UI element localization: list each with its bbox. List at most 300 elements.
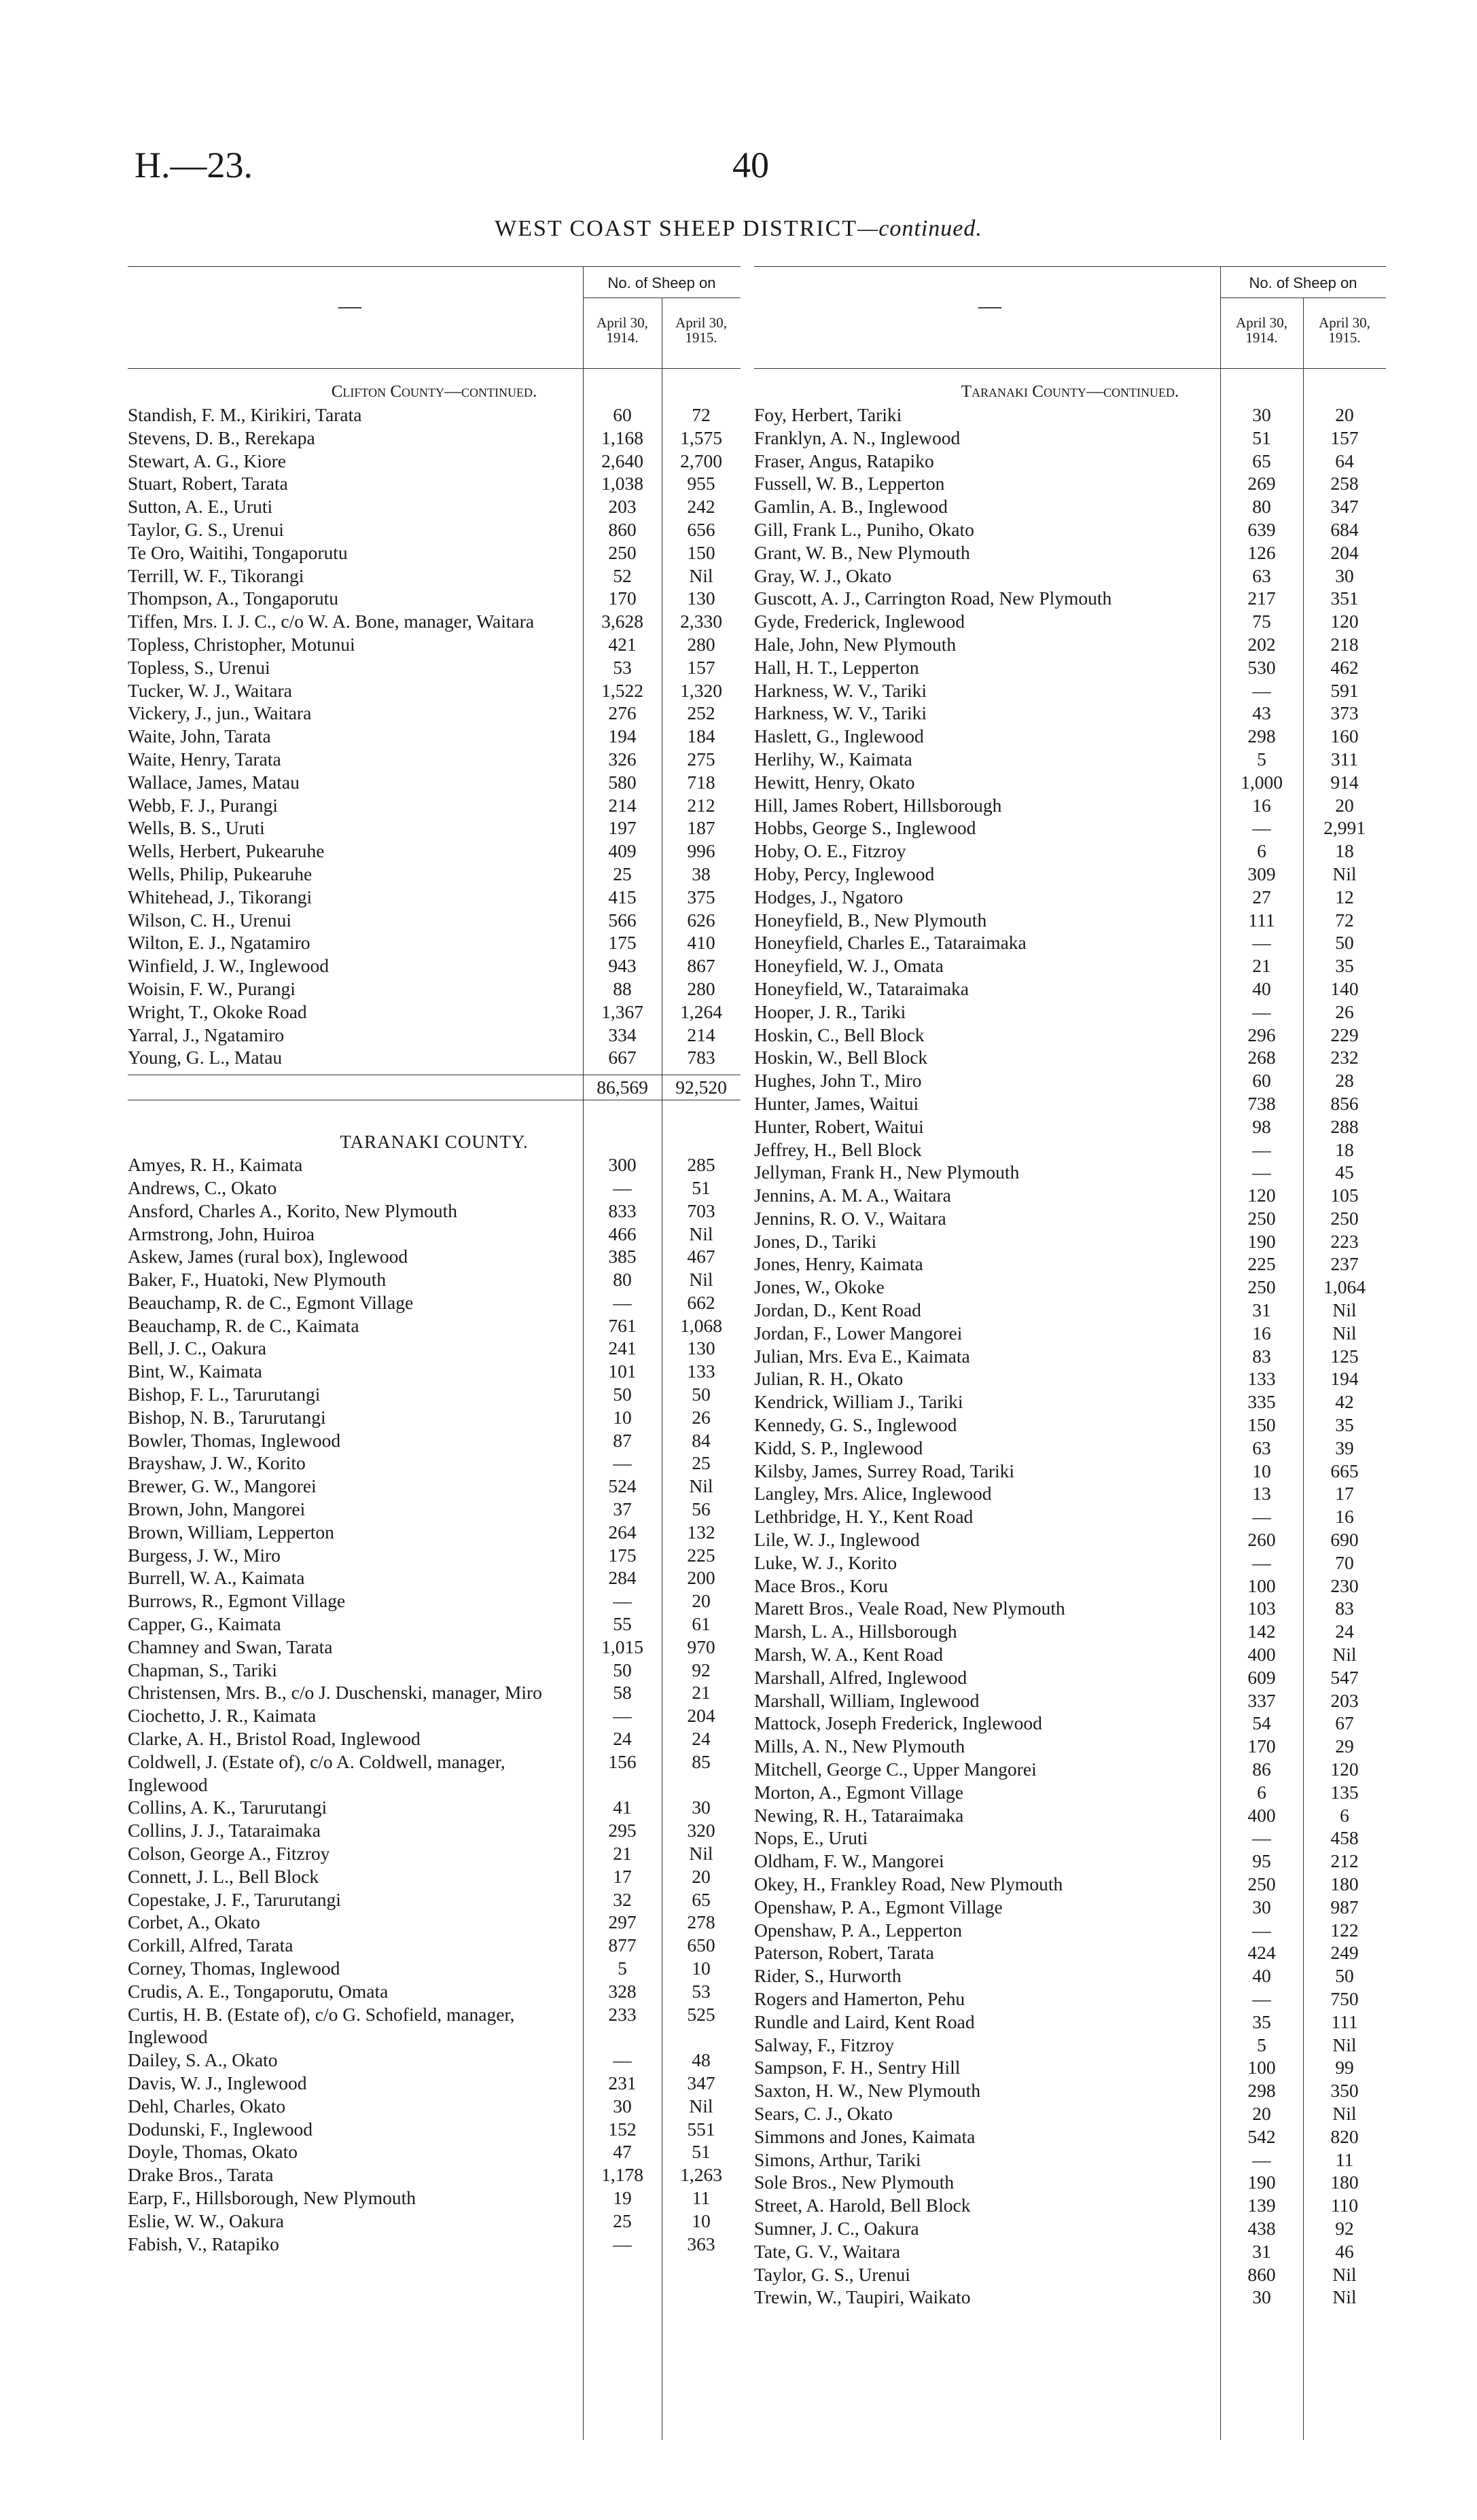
table-row (128, 1360, 741, 1383)
left-group-header: No. of Sheep on (607, 274, 716, 291)
sheep-1915: 350 (1330, 2080, 1359, 2102)
sheep-1915: 232 (1330, 1047, 1359, 1068)
owner-name: Jordan, D., Kent Road (754, 1299, 921, 1321)
owner-name: Jordan, F., Lower Mangorei (754, 1322, 963, 1344)
owner-name: Wright, T., Okoke Road (128, 1001, 307, 1022)
sheep-1914: 17 (613, 1865, 632, 1887)
sheep-1915: 85 (692, 1750, 711, 1772)
sheep-1914: 326 (608, 748, 637, 770)
sheep-1915: Nil (1332, 2286, 1357, 2308)
sheep-1915: 38 (692, 863, 711, 884)
sheep-1915: 25 (692, 1452, 711, 1474)
sheep-1914: 27 (1252, 886, 1271, 907)
owner-name: Brown, William, Lepperton (128, 1521, 334, 1543)
sheep-1915: 26 (692, 1406, 711, 1428)
sheep-1914: 609 (1247, 1666, 1276, 1688)
table-row (128, 886, 741, 909)
sheep-1915: 180 (1330, 1873, 1359, 1894)
sheep-1914: 6 (1257, 1781, 1266, 1803)
sheep-1914: 13 (1252, 1483, 1271, 1505)
owner-name: Vickery, J., jun., Waitara (128, 702, 312, 724)
sheep-1914: 111 (1248, 909, 1275, 931)
sheep-1915: 105 (1330, 1185, 1359, 1206)
sheep-1914: 250 (1247, 1873, 1276, 1894)
table-row (754, 1115, 1386, 1138)
sheep-1915: 61 (692, 1613, 711, 1635)
left-col-1915-header: April 30, 1915. (675, 314, 727, 346)
owner-name: Wells, Philip, Pukearuhe (128, 863, 313, 884)
owner-name: Sampson, F. H., Sentry Hill (754, 2057, 961, 2078)
sheep-1915: 1,264 (680, 1001, 722, 1022)
table-row (754, 679, 1386, 702)
sheep-1914: 21 (613, 1843, 632, 1865)
owner-name: Street, A. Harold, Bell Block (754, 2195, 971, 2216)
sheep-1915: 30 (1335, 564, 1354, 586)
sheep-1914: 54 (1252, 1712, 1271, 1734)
right-col-1914-header: April 30, 1914. (1236, 314, 1287, 346)
table-row (128, 771, 741, 794)
sheep-1915: 225 (687, 1544, 715, 1566)
owner-name: Nops, E., Uruti (754, 1827, 868, 1849)
table-row (754, 541, 1386, 564)
table-row (754, 2286, 1386, 2309)
table-row (128, 1291, 741, 1314)
sheep-1914: 400 (1247, 1804, 1276, 1826)
sheep-1914: 52 (613, 564, 632, 586)
table-row (128, 1521, 741, 1544)
table-row (754, 1046, 1386, 1069)
sheep-1915: 1,575 (680, 427, 722, 448)
table-row (128, 1153, 741, 1176)
sheep-1915: 280 (687, 977, 715, 999)
sheep-1915: 656 (687, 518, 715, 540)
table-row (128, 2072, 741, 2095)
table-row (754, 702, 1386, 725)
owner-name: Franklyn, A. N., Inglewood (754, 427, 961, 448)
table-row (128, 541, 741, 564)
owner-name: Kendrick, William J., Tariki (754, 1391, 963, 1413)
sheep-1914: 19 (613, 2186, 632, 2208)
owner-name: Honeyfield, W. J., Omata (754, 955, 944, 977)
sheep-1915: 783 (687, 1047, 715, 1068)
owner-name: Te Oro, Waitihi, Tongaporutu (128, 541, 348, 563)
sheep-1915: Nil (1332, 2034, 1357, 2055)
sheep-1915: 1,320 (680, 679, 722, 701)
sheep-1914: — (1252, 1001, 1271, 1022)
sheep-1914: — (1252, 1138, 1271, 1160)
owner-name: Marshall, William, Inglewood (754, 1689, 980, 1711)
owner-name: Hughes, John T., Miro (754, 1070, 922, 1092)
owner-name: Morton, A., Egmont Village (754, 1781, 963, 1803)
sheep-1914: 421 (608, 633, 637, 655)
table-row (128, 1544, 741, 1567)
right-rows (754, 380, 1386, 2309)
sheep-1915: 626 (687, 909, 715, 931)
total-1914: 86,569 (597, 1077, 648, 1098)
sheep-1914: — (1252, 1827, 1271, 1849)
owner-name: Dodunski, F., Inglewood (128, 2118, 313, 2140)
table-row (128, 518, 741, 541)
sheep-1915: 525 (687, 2003, 715, 2025)
left-rows (128, 380, 741, 2255)
section-heading: Clifton County—continued. (331, 382, 537, 401)
sheep-1915: 820 (1330, 2125, 1359, 2147)
sheep-1915: 1,068 (680, 1314, 722, 1336)
table-row (128, 1452, 741, 1475)
sheep-1915: 42 (1335, 1391, 1354, 1413)
owner-name: Wilton, E. J., Ngatamiro (128, 932, 310, 954)
sheep-1915: 133 (687, 1361, 715, 1382)
sheep-1915: 67 (1335, 1712, 1354, 1734)
owner-name: Rundle and Laird, Kent Road (754, 2011, 975, 2032)
sheep-1915: 130 (687, 588, 715, 609)
owner-name: Ansford, Charles A., Korito, New Plymouth (128, 1200, 458, 1221)
table-row (754, 1919, 1386, 1942)
owner-name: Hewitt, Henry, Okato (754, 771, 915, 793)
owner-name: Drake Bros., Tarata (128, 2164, 274, 2186)
sheep-1914: 83 (1252, 1345, 1271, 1367)
table-row (754, 794, 1386, 817)
owner-name: Sears, C. J., Okato (754, 2102, 893, 2124)
table-row (754, 1850, 1386, 1873)
table-row (128, 2210, 741, 2233)
table-row (128, 1589, 741, 1613)
owner-name: Corkill, Alfred, Tarata (128, 1934, 293, 1956)
sheep-1915: 130 (687, 1337, 715, 1359)
owner-name: Marsh, W. A., Kent Road (754, 1644, 944, 1666)
table-row (754, 1092, 1386, 1115)
owner-name: Honeyfield, B., New Plymouth (754, 909, 987, 931)
owner-name: Burgess, J. W., Miro (128, 1544, 281, 1566)
table-row (128, 1727, 741, 1750)
owner-name: Ciochetto, J. R., Kaimata (128, 1705, 317, 1727)
owner-name: Foy, Herbert, Tariki (754, 404, 902, 425)
table-row (754, 427, 1386, 450)
sheep-1915: 347 (687, 2072, 715, 2093)
sheep-1914: — (1252, 2148, 1271, 2170)
owner-name: Hill, James Robert, Hillsborough (754, 794, 1002, 816)
sheep-1915: 467 (687, 1246, 715, 1267)
owner-name: Rogers and Hamerton, Pehu (754, 1987, 965, 2009)
table-row (754, 2125, 1386, 2148)
sheep-1914: 300 (608, 1154, 637, 1176)
table-row (754, 1574, 1386, 1598)
sheep-1914: 250 (1247, 1276, 1276, 1298)
table-row (754, 1643, 1386, 1666)
sheep-1915: 6 (1340, 1804, 1349, 1826)
owner-name: Young, G. L., Matau (128, 1047, 283, 1068)
owner-name: Bell, J. C., Oakura (128, 1337, 266, 1359)
sheep-1914: 833 (608, 1200, 637, 1221)
sheep-1915: 258 (1330, 473, 1359, 494)
sheep-1915: 132 (687, 1521, 715, 1543)
sheep-1915: 275 (687, 748, 715, 770)
sheep-1915: 11 (1335, 2148, 1354, 2170)
sheep-1914: — (1252, 679, 1271, 701)
sheep-1914: 139 (1247, 2195, 1276, 2216)
sheep-1914: 409 (608, 840, 637, 862)
sheep-1915: 1,064 (1323, 1276, 1366, 1298)
sheep-1915: 92 (692, 1659, 711, 1680)
sheep-1915: 703 (687, 1200, 715, 1221)
sheep-1914: 25 (613, 863, 632, 884)
owner-name: Hoskin, W., Bell Block (754, 1047, 928, 1068)
table-row (128, 427, 741, 450)
table-row (754, 1299, 1386, 1322)
sheep-1914: 6 (1257, 840, 1266, 862)
table-row (128, 1337, 741, 1360)
table-row (128, 1001, 741, 1024)
table-row (754, 1207, 1386, 1230)
owner-name: Langley, Mrs. Alice, Inglewood (754, 1483, 992, 1505)
sheep-1914: 37 (613, 1498, 632, 1520)
table-row (128, 840, 741, 863)
sheep-1915: Nil (689, 564, 713, 586)
sheep-1914: 214 (608, 794, 637, 816)
sheep-1914: 120 (1247, 1185, 1276, 1206)
sheep-1914: — (1252, 817, 1271, 839)
sheep-1914: 298 (1247, 2080, 1276, 2102)
sheep-1914: 10 (1252, 1460, 1271, 1481)
owner-name: Jennins, R. O. V., Waitara (754, 1207, 946, 1229)
owner-name: Salway, F., Fitzroy (754, 2034, 895, 2055)
owner-name: Julian, Mrs. Eva E., Kaimata (754, 1345, 970, 1367)
table-row (754, 564, 1386, 588)
sheep-1915: 650 (687, 1934, 715, 1956)
table-row (754, 1367, 1386, 1390)
sheep-1915: 21 (692, 1682, 711, 1704)
owner-name: Lile, W. J., Inglewood (754, 1529, 920, 1551)
sheep-1915: Nil (689, 1843, 713, 1865)
table-row (754, 1505, 1386, 1528)
sheep-1915: 50 (1335, 932, 1354, 954)
owner-name: Jones, W., Okoke (754, 1276, 885, 1298)
sheep-1914: 1,038 (601, 473, 643, 494)
table-row (128, 725, 741, 748)
sheep-1914: 142 (1247, 1621, 1276, 1642)
table-row (754, 1276, 1386, 1299)
owner-name: Andrews, C., Okato (128, 1176, 277, 1198)
sheep-1914: 100 (1247, 1574, 1276, 1596)
sheep-1914: 60 (1252, 1070, 1271, 1092)
owner-name: Marshall, Alfred, Inglewood (754, 1666, 967, 1688)
sheep-1915: Nil (1332, 863, 1357, 884)
sheep-1914: 24 (613, 1728, 632, 1750)
sheep-1915: 204 (1330, 541, 1359, 563)
sheep-1915: 547 (1330, 1666, 1359, 1688)
sheep-1915: 20 (1335, 794, 1354, 816)
sheep-1915: 83 (1335, 1598, 1354, 1619)
sheep-1915: 140 (1330, 977, 1359, 999)
owner-name: Openshaw, P. A., Lepperton (754, 1919, 963, 1941)
owner-name: Connett, J. L., Bell Block (128, 1865, 319, 1887)
owner-name: Hoskin, C., Bell Block (754, 1024, 925, 1045)
sheep-1914: 55 (613, 1613, 632, 1635)
owner-name: Waite, Henry, Tarata (128, 748, 281, 770)
owner-name: Hoby, O. E., Fitzroy (754, 840, 906, 862)
table-row (128, 1406, 741, 1429)
owner-name: Tiffen, Mrs. I. J. C., c/o W. A. Bone, manager, Waitara (128, 611, 535, 632)
owner-name: Woisin, F. W., Purangi (128, 977, 296, 999)
sheep-1915: 50 (692, 1384, 711, 1405)
owner-name: Jones, Henry, Kaimata (754, 1253, 923, 1275)
table-row (128, 472, 741, 495)
sheep-1915: 996 (687, 840, 715, 862)
table-row (128, 2095, 741, 2118)
sheep-1915: 12 (1335, 886, 1354, 907)
sheep-1915: 1,263 (680, 2164, 722, 2186)
table-row (754, 1896, 1386, 1919)
sheep-1915: Nil (1332, 2263, 1357, 2285)
table-row (754, 1597, 1386, 1620)
sheep-1914: 53 (613, 656, 632, 678)
sheep-1914: 202 (1247, 633, 1276, 655)
table-row (128, 977, 741, 1001)
sheep-1914: 438 (1247, 2217, 1276, 2239)
sheep-1915: 157 (687, 656, 715, 678)
table-row (754, 748, 1386, 771)
sheep-1914: 95 (1252, 1850, 1271, 1872)
table-row (754, 977, 1386, 1001)
table-row (754, 1964, 1386, 1987)
table-row (128, 1268, 741, 1291)
left-label-col-header: — (338, 293, 361, 319)
owner-name: Crudis, A. E., Tongaporutu, Omata (128, 1980, 389, 2002)
table-row (754, 656, 1386, 679)
table-row (128, 1934, 741, 1957)
table-row (128, 564, 741, 588)
owner-name: Hale, John, New Plymouth (754, 633, 957, 655)
table-row (128, 2140, 741, 2163)
sheep-1914: — (1252, 1506, 1271, 1528)
sheep-1915: 150 (687, 541, 715, 563)
sheep-1915: 50 (1335, 1965, 1354, 1987)
sheep-1915: 2,700 (680, 450, 722, 471)
sheep-1915: 230 (1330, 1574, 1359, 1596)
sheep-1915: 135 (1330, 1781, 1359, 1803)
sheep-1915: 591 (1330, 679, 1359, 701)
sheep-1914: 58 (613, 1682, 632, 1704)
sheep-1915: 280 (687, 633, 715, 655)
title-suffix: —continued. (857, 216, 982, 241)
sheep-1914: 175 (608, 1544, 637, 1566)
table-row (128, 1636, 741, 1659)
sheep-1914: — (613, 1452, 632, 1474)
table-row (754, 633, 1386, 656)
sheep-1915: 65 (692, 1888, 711, 1910)
table-row (754, 1345, 1386, 1368)
sheep-1915: 373 (1330, 702, 1359, 724)
sheep-1914: 241 (608, 1337, 637, 1359)
owner-name: Curtis, H. B. (Estate of), c/o G. Schofield, manager, Inglewood (128, 2003, 515, 2048)
table-row (128, 2186, 741, 2210)
sheep-1915: 278 (687, 1911, 715, 1933)
owner-name: Baker, F., Huatoki, New Plymouth (128, 1269, 387, 1291)
owner-name: Bint, W., Kaimata (128, 1361, 262, 1382)
table-row (754, 840, 1386, 863)
owner-name: Hoby, Percy, Inglewood (754, 863, 935, 884)
owner-name: Terrill, W. F., Tikorangi (128, 564, 304, 586)
sheep-1914: 194 (608, 725, 637, 747)
owner-name: Standish, F. M., Kirikiri, Tarata (128, 404, 362, 425)
sheep-1914: 639 (1247, 518, 1276, 540)
owner-name: Stuart, Robert, Tarata (128, 473, 288, 494)
sheep-1915: 64 (1335, 450, 1354, 471)
sheep-1915: 665 (1330, 1460, 1359, 1481)
sheep-1914: 75 (1252, 611, 1271, 632)
sheep-1914: 1,522 (601, 679, 643, 701)
owner-name: Capper, G., Kaimata (128, 1613, 281, 1635)
sheep-1914: 466 (608, 1223, 637, 1244)
owner-name: Newing, R. H., Tataraimaka (754, 1804, 964, 1826)
sheep-1914: 738 (1247, 1092, 1276, 1114)
sheep-1915: Nil (689, 1475, 713, 1497)
sheep-1914: 250 (608, 541, 637, 563)
sheep-1915: 122 (1330, 1919, 1359, 1941)
table-row (754, 1689, 1386, 1712)
owner-name: Davis, W. J., Inglewood (128, 2072, 307, 2093)
owner-name: Stewart, A. G., Kiore (128, 450, 286, 471)
right-label-col-header: — (978, 293, 1001, 319)
sheep-1915: 955 (687, 473, 715, 494)
sheep-1914: 40 (1252, 977, 1271, 999)
sheep-1915: 46 (1335, 2240, 1354, 2262)
sheep-1914: 41 (613, 1797, 632, 1818)
owner-name: Fraser, Angus, Ratapiko (754, 450, 934, 471)
owner-name: Rider, S., Hurworth (754, 1965, 902, 1987)
sheep-1914: 337 (1247, 1689, 1276, 1711)
owner-name: Guscott, A. J., Carrington Road, New Plymouth (754, 588, 1112, 609)
sheep-1914: 152 (608, 2118, 637, 2140)
sheep-1914: 309 (1247, 863, 1276, 884)
sheep-1914: 217 (1247, 588, 1276, 609)
table-row (754, 771, 1386, 794)
sheep-1914: 269 (1247, 473, 1276, 494)
table-row (754, 2263, 1386, 2286)
sheep-1914: 156 (608, 1750, 637, 1772)
sheep-1914: — (613, 1291, 632, 1313)
sheep-1915: 180 (1330, 2172, 1359, 2193)
sheep-1915: 84 (692, 1429, 711, 1451)
sheep-1915: 237 (1330, 1253, 1359, 1275)
table-row (754, 1666, 1386, 1689)
table-row (128, 1750, 741, 1797)
sheep-1915: 867 (687, 955, 715, 977)
sheep-1914: 43 (1252, 702, 1271, 724)
sheep-1914: 80 (1252, 496, 1271, 518)
owner-name: Trewin, W., Taupiri, Waikato (754, 2286, 971, 2308)
table-row (754, 1804, 1386, 1827)
table-row (128, 1475, 741, 1498)
table-row (128, 1223, 741, 1246)
sheep-1915: 662 (687, 1291, 715, 1313)
sheep-1915: 690 (1330, 1529, 1359, 1551)
table-row (128, 1429, 741, 1452)
table-row (754, 816, 1386, 840)
sheep-1915: 288 (1330, 1115, 1359, 1137)
owner-name: Topless, S., Urenui (128, 656, 270, 678)
sheep-1914: — (1252, 1987, 1271, 2009)
table-row (128, 1704, 741, 1727)
sheep-1915: Nil (1332, 2102, 1357, 2124)
sheep-1914: 5 (618, 1958, 627, 1979)
sheep-1914: 1,168 (601, 427, 643, 448)
owner-name: Chapman, S., Tariki (128, 1659, 277, 1680)
table-row (128, 1957, 741, 1980)
sheep-1915: 218 (1330, 633, 1359, 655)
table-row (128, 863, 741, 886)
sheep-1914: 65 (1252, 450, 1271, 471)
